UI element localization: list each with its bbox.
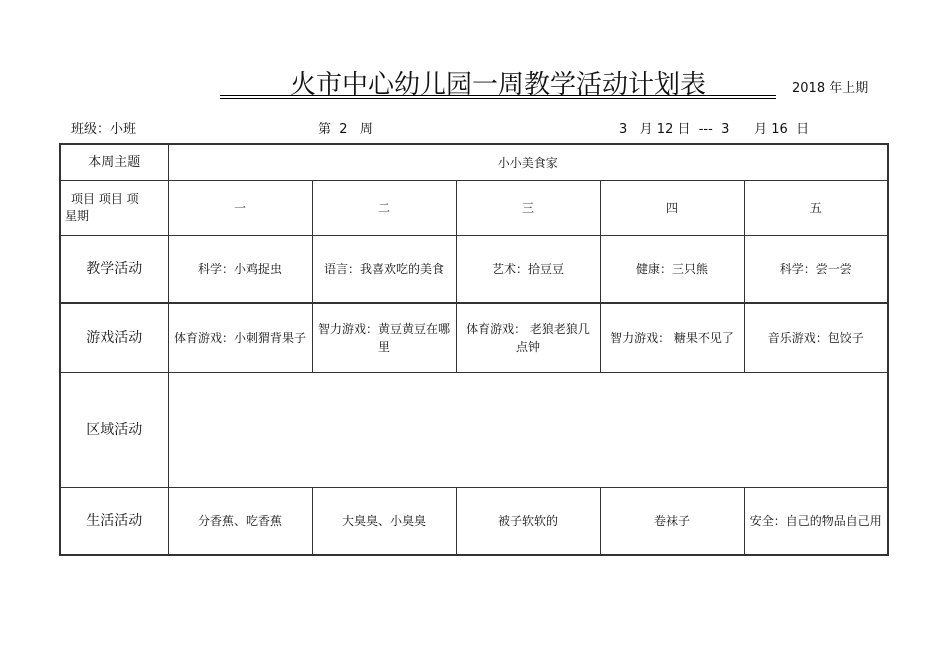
table-cell: 安全：自己的物品自己用 <box>744 488 888 556</box>
table-cell: 艺术：拾豆豆 <box>456 236 600 304</box>
row-label: 游戏活动 <box>60 303 168 373</box>
corner-header <box>60 181 168 236</box>
day-header: 一 <box>168 181 312 236</box>
row-label: 教学活动 <box>60 236 168 304</box>
table-cell: 科学：尝一尝 <box>744 236 888 304</box>
corner-bottom: 星期 <box>65 209 90 223</box>
table-cell: 智力游戏：黄豆黄豆在哪里 <box>312 303 456 373</box>
table-cell: 大臭臭、小臭臭 <box>312 488 456 556</box>
table-cell: 被子软软的 <box>456 488 600 556</box>
corner-top: 项目 项目 项 <box>71 192 139 206</box>
table-cell: 体育游戏：小刺猬背果子 <box>168 303 312 373</box>
day-header: 四 <box>600 181 744 236</box>
table-row <box>60 236 888 304</box>
title-underline <box>220 95 776 96</box>
week-label: 第 2 周 <box>318 122 373 137</box>
plan-table <box>59 143 889 556</box>
day-header: 二 <box>312 181 456 236</box>
theme-label: 本周主题 <box>60 144 168 181</box>
table-cell: 语言：我喜欢吃的美食 <box>312 236 456 304</box>
table-cell: 体育游戏： 老狼老狼几点钟 <box>456 303 600 373</box>
table-cell: 智力游戏： 糖果不见了 <box>600 303 744 373</box>
table-cell: 卷袜子 <box>600 488 744 556</box>
day-header: 五 <box>744 181 888 236</box>
area-activity-cell <box>168 373 888 488</box>
theme-value: 小小美食家 <box>168 144 888 181</box>
table-cell: 科学：小鸡捉虫 <box>168 236 312 304</box>
days-row <box>60 181 888 236</box>
page-title: 火市中心幼儿园一周教学活动计划表 <box>289 70 706 100</box>
date-range: 3 月 12 日 --- 3 月 16 日 <box>619 122 810 137</box>
table-cell: 健康：三只熊 <box>600 236 744 304</box>
table-cell: 音乐游戏：包饺子 <box>744 303 888 373</box>
theme-row <box>60 144 888 181</box>
day-header: 三 <box>456 181 600 236</box>
row-label: 区域活动 <box>60 373 168 488</box>
class-label: 班级：小班 <box>71 122 137 137</box>
table-cell: 分香蕉、吃香蕉 <box>168 488 312 556</box>
term-label: 2018 年上期 <box>792 81 869 96</box>
table-row <box>60 303 888 373</box>
title-underline-double <box>220 98 776 99</box>
row-label: 生活活动 <box>60 488 168 556</box>
table-row <box>60 488 888 556</box>
title-block <box>220 62 776 100</box>
table-row <box>60 373 888 488</box>
